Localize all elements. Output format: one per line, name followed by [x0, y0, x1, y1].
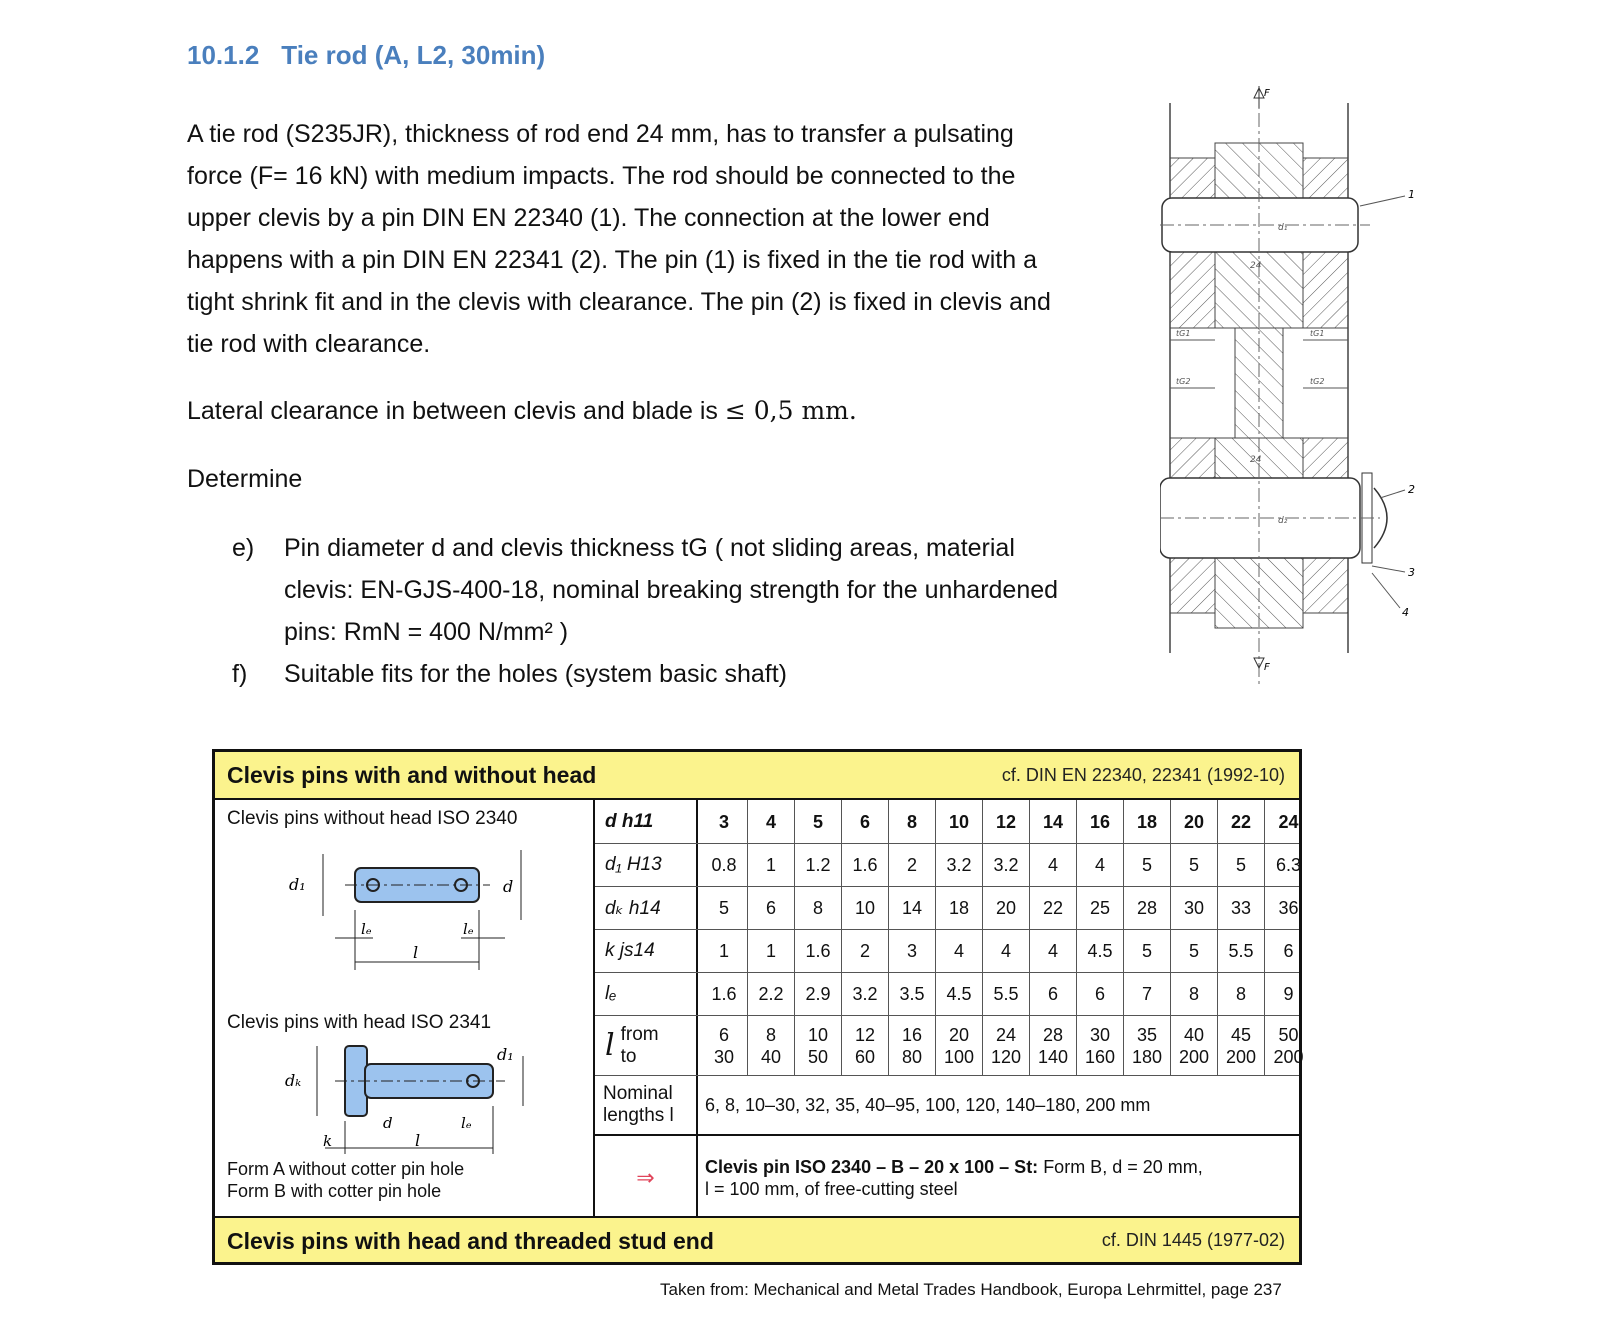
footer-title: Clevis pins with head and threaded stud end [227, 1228, 714, 1254]
table-cell-d: 4 [748, 800, 795, 843]
table-cell-d: 18 [1124, 800, 1171, 843]
section-number: 10.1.2 [187, 40, 260, 70]
row-example [595, 1136, 1299, 1220]
table-cell-k: 4 [983, 930, 1030, 972]
row-k [595, 930, 1299, 973]
intro-line: force (F= 16 kN) with medium impacts. The rod should be connected to the [187, 162, 1016, 190]
table-cell-d: 12 [983, 800, 1030, 843]
table-cell-le: 6 [1077, 973, 1124, 1015]
table-cell-d: 10 [936, 800, 983, 843]
table-cell-l: 40 200 [1171, 1016, 1218, 1075]
force-label-top: F [1264, 88, 1270, 99]
row-header: ⇒ [595, 1136, 698, 1220]
callout-line [1360, 196, 1405, 206]
intro-line: A tie rod (S235JR), thickness of rod end 24 mm, has to transfer a pulsating [187, 120, 1014, 148]
table-cell-d: 24 [1278, 811, 1299, 832]
callout-line [1372, 566, 1405, 572]
table-cell-dk: 22 [1030, 887, 1077, 929]
callout-line [1372, 573, 1400, 608]
label-k: k [323, 1132, 333, 1150]
clearance-value: ≤ 0,5 mm. [724, 396, 857, 425]
row-d [595, 800, 1299, 844]
table-header-bar [215, 752, 1299, 800]
table-cell-k: 5.5 [1218, 930, 1265, 972]
table-title: Clevis pins with and without head [227, 762, 597, 788]
table-cell-d: 8 [889, 800, 936, 843]
callout-3: 3 [1408, 566, 1415, 579]
table-cell-k: 1 [748, 930, 795, 972]
clearance-paragraph [187, 390, 1147, 432]
table-cell-l: 50 200 [1273, 1024, 1304, 1067]
row-le [595, 973, 1299, 1016]
table-cell-dk: 10 [842, 887, 889, 929]
table-figure-panel [215, 800, 595, 1220]
table-cell-d1: 3.2 [936, 844, 983, 886]
tie-rod-drawing [1160, 78, 1450, 698]
with-head-title: Clevis pins with head ISO 2341 [227, 1012, 492, 1033]
callout-2: 2 [1408, 483, 1415, 496]
clearance-text: Lateral clearance in between clevis and blade is [187, 397, 718, 425]
force-label-bottom: F [1264, 662, 1270, 673]
table-cell-k: 6 [1283, 941, 1294, 961]
table-cell-d: 3 [701, 800, 748, 843]
table-cell-d1: 4 [1077, 844, 1124, 886]
clevis-pin-table [212, 749, 1302, 1265]
table-cell-dk: 8 [795, 887, 842, 929]
table-cell-k: 2 [842, 930, 889, 972]
label-le: lₑ [461, 1114, 472, 1132]
label-l: l [413, 943, 419, 962]
table-cell-d: 14 [1030, 800, 1077, 843]
nominal-lengths: 6, 8, 10–30, 32, 35, 40–95, 100, 120, 140–180, 200 mm [705, 1095, 1151, 1115]
designation-example: Clevis pin ISO 2340 – B – 20 x 100 – St: Form B, d = 20 mm, l = 100 mm, of free-cutting steel [705, 1157, 1203, 1199]
table-cell-dk: 25 [1077, 887, 1124, 929]
intro-line: tie rod with clearance. [187, 330, 431, 358]
label-d: d [383, 1114, 393, 1132]
label-dk: dₖ [285, 1071, 302, 1090]
section-heading [187, 40, 545, 71]
task-text [284, 527, 1134, 653]
cotter-pin [1374, 488, 1387, 548]
table-cell-dk: 18 [936, 887, 983, 929]
row-l [595, 1016, 1304, 1076]
footer-reference: cf. DIN 1445 (1977-02) [1101, 1230, 1285, 1250]
table-cell-le: 7 [1124, 973, 1171, 1015]
row-header: k js14 [595, 930, 698, 972]
pin-without-head-figure [275, 840, 535, 980]
table-cell-le: 6 [1030, 973, 1077, 1015]
callout-line [1380, 490, 1405, 498]
task-line: Pin diameter d and clevis thickness tG ( not sliding areas, material [284, 534, 1015, 562]
task-line: pins: RmN = 400 N/mm² ) [284, 618, 569, 646]
row-header: lₑ [595, 973, 698, 1015]
table-cell-dk: 33 [1218, 887, 1265, 929]
row-nominal [595, 1076, 1299, 1136]
thickness-label-bottom: 24 [1250, 455, 1262, 465]
table-cell-l: 12 60 [842, 1016, 889, 1075]
row-header: d h11 [595, 800, 698, 843]
table-cell-dk: 30 [1171, 887, 1218, 929]
table-cell-d1: 0.8 [701, 844, 748, 886]
intro-line: happens with a pin DIN EN 22341 (2). The pin (1) is fixed in the tie rod with a [187, 246, 1037, 274]
table-cell-le: 4.5 [936, 973, 983, 1015]
task-e [232, 527, 1132, 657]
row-dk [595, 887, 1299, 930]
task-f [232, 653, 1132, 697]
intro-paragraph [187, 113, 1147, 365]
table-cell-d1: 1.2 [795, 844, 842, 886]
form-b-text: Form B with cotter pin hole [227, 1181, 442, 1201]
table-cell-k: 3 [889, 930, 936, 972]
table-cell-dk: 28 [1124, 887, 1171, 929]
row-header: l from to [595, 1016, 698, 1075]
table-cell-d: 6 [842, 800, 889, 843]
task-label: f) [232, 660, 248, 688]
table-cell-le: 9 [1283, 984, 1294, 1004]
task-label: e) [232, 534, 255, 562]
callout-4: 4 [1402, 606, 1409, 619]
d1-label: d₁ [1278, 223, 1288, 233]
table-cell-dk: 20 [983, 887, 1030, 929]
table-cell-l: 10 50 [795, 1016, 842, 1075]
table-cell-l: 28 140 [1030, 1016, 1077, 1075]
tg2-left-label: tG2 [1176, 377, 1191, 386]
label-l: l [415, 1131, 421, 1150]
section-title: Tie rod (A, L2, 30min) [281, 40, 546, 70]
table-cell-dk: 14 [889, 887, 936, 929]
table-cell-le: 2.9 [795, 973, 842, 1015]
table-cell-k: 5 [1171, 930, 1218, 972]
row-header: d₁ H13 [595, 844, 698, 886]
row-d1 [595, 844, 1302, 887]
table-cell-l: 30 160 [1077, 1016, 1124, 1075]
label-d1: d₁ [497, 1045, 514, 1064]
label-le: lₑ [361, 920, 372, 938]
table-cell-le: 5.5 [983, 973, 1030, 1015]
tg1-left-label: tG1 [1176, 329, 1191, 338]
table-cell-le: 8 [1171, 973, 1218, 1015]
pin-with-head-figure [265, 1036, 535, 1156]
table-cell-d: 20 [1171, 800, 1218, 843]
label-d: d [503, 877, 514, 896]
table-cell-d: 22 [1218, 800, 1265, 843]
table-cell-d1: 4 [1030, 844, 1077, 886]
table-cell-d1: 1 [748, 844, 795, 886]
table-cell-le: 8 [1218, 973, 1265, 1015]
table-cell-le: 3.2 [842, 973, 889, 1015]
table-cell-d1: 1.6 [842, 844, 889, 886]
table-cell-l: 20 100 [936, 1016, 983, 1075]
label-le: lₑ [463, 920, 474, 938]
table-cell-dk: 36 [1278, 898, 1299, 918]
without-head-title: Clevis pins without head ISO 2340 [227, 808, 518, 829]
source-caption: Taken from: Mechanical and Metal Trades Handbook, Europa Lehrmittel, page 237 [660, 1280, 1282, 1299]
table-footer-bar [215, 1216, 1299, 1262]
table-cell-d1: 6.3 [1275, 855, 1302, 875]
table-cell-dk: 6 [748, 887, 795, 929]
intro-line: tight shrink fit and in the clevis with clearance. The pin (2) is fixed in clevis and [187, 288, 1051, 316]
row-header: dₖ h14 [595, 887, 698, 929]
table-cell-d1: 5 [1218, 844, 1265, 886]
table-cell-le: 3.5 [889, 973, 936, 1015]
table-cell-d1: 5 [1124, 844, 1171, 886]
table-cell-k: 1 [701, 930, 748, 972]
tg1-right-label: tG1 [1310, 329, 1325, 338]
table-cell-d1: 3.2 [983, 844, 1030, 886]
table-cell-k: 5 [1124, 930, 1171, 972]
callout-1: 1 [1408, 188, 1415, 201]
thickness-label-top: 24 [1250, 261, 1262, 271]
table-cell-l: 24 120 [983, 1016, 1030, 1075]
table-cell-d1: 5 [1171, 844, 1218, 886]
row-header: Nominal lengths l [595, 1076, 698, 1134]
task-line: Suitable fits for the holes (system basic shaft) [284, 660, 787, 688]
label-d1: d₁ [289, 875, 306, 894]
determine-label: Determine [187, 465, 303, 493]
table-cell-d1: 2 [889, 844, 936, 886]
table-cell-dk: 5 [701, 887, 748, 929]
tg2-right-label: tG2 [1310, 377, 1325, 386]
table-cell-le: 1.6 [701, 973, 748, 1015]
table-cell-l: 8 40 [748, 1016, 795, 1075]
intro-line: upper clevis by a pin DIN EN 22340 (1). The connection at the lower end [187, 204, 990, 232]
table-cell-k: 4 [936, 930, 983, 972]
table-cell-d: 5 [795, 800, 842, 843]
table-cell-l: 16 80 [889, 1016, 936, 1075]
table-cell-l: 6 30 [701, 1016, 748, 1075]
table-cell-le: 2.2 [748, 973, 795, 1015]
form-a-text: Form A without cotter pin hole [227, 1159, 465, 1179]
table-cell-d: 16 [1077, 800, 1124, 843]
table-cell-k: 4 [1030, 930, 1077, 972]
d2-label: d₂ [1278, 516, 1288, 526]
form-legend [227, 1158, 464, 1202]
table-cell-k: 1.6 [795, 930, 842, 972]
table-cell-l: 45 200 [1218, 1016, 1265, 1075]
table-cell-l: 35 180 [1124, 1016, 1171, 1075]
table-reference: cf. DIN EN 22340, 22341 (1992-10) [1001, 765, 1285, 785]
task-line: clevis: EN-GJS-400-18, nominal breaking strength for the unhardened [284, 576, 1059, 604]
task-text [284, 653, 1134, 695]
table-cell-k: 4.5 [1077, 930, 1124, 972]
